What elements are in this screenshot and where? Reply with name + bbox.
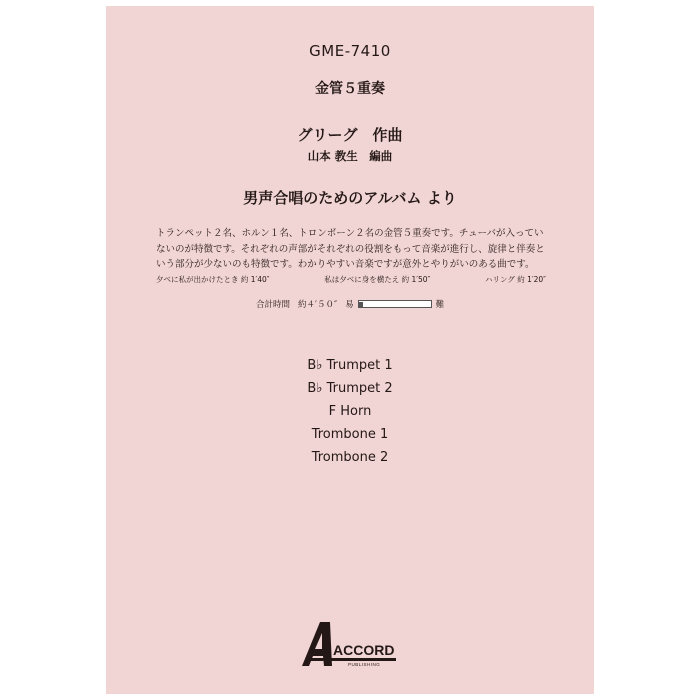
total-time-value: 約４′５０″ (298, 300, 338, 310)
movement-duration: 約 1′20″ (517, 275, 546, 284)
movement-title: 私は夕べに身を横たえ (324, 275, 400, 284)
source-work-title: 男声合唱のためのアルバム より (243, 189, 457, 207)
composer-credit: グリーグ 作曲 (297, 126, 403, 144)
movement-list (156, 274, 546, 285)
description: トランペット２名、ホルン１名、トロンボーン２名の金管５重奏です。チューバが入っていないのが特徴です。それぞれの声部がそれぞれの役割をもって音楽が進行し、旋律と伴奏という部分が少ないのも特徴です。わかりやすい音楽ですが意外とやりがいのある曲です。 (156, 228, 545, 270)
movement-duration: 約 1′50″ (401, 275, 431, 284)
movement-item (156, 274, 270, 285)
instrument-parts-list (106, 354, 594, 469)
total-time-label: 合計時間 (256, 300, 291, 310)
part-trombone-1: Trombone 1 (311, 427, 389, 442)
publisher-logo-subtext: PUBLISHING (348, 662, 381, 667)
publisher-logo-text: ACCORD (333, 642, 395, 658)
movement-title: 夕べに私が出かけたとき (156, 275, 239, 284)
difficulty-segment (362, 302, 363, 308)
movement-item (324, 274, 430, 285)
difficulty-meter (358, 300, 432, 308)
movement-duration: 約 1′40″ (240, 275, 270, 284)
part-trumpet-1: B♭ Trumpet 1 (307, 358, 393, 373)
difficulty-hard-label: 難 (435, 300, 445, 310)
movement-title: ハリング (485, 275, 515, 284)
ensemble-type: 金管５重奏 (315, 81, 385, 97)
total-time-row (256, 298, 444, 310)
arranger-credit: 山本 教生 編曲 (307, 149, 393, 163)
part-horn: F Horn (328, 404, 372, 419)
score-cover (106, 6, 594, 694)
part-trombone-2: Trombone 2 (311, 450, 389, 465)
catalog-number: GME-7410 (309, 42, 391, 60)
publisher-logo (302, 620, 400, 668)
part-trumpet-2: B♭ Trumpet 2 (307, 381, 393, 396)
movement-item (485, 274, 546, 285)
difficulty-easy-label: 易 (345, 300, 354, 310)
